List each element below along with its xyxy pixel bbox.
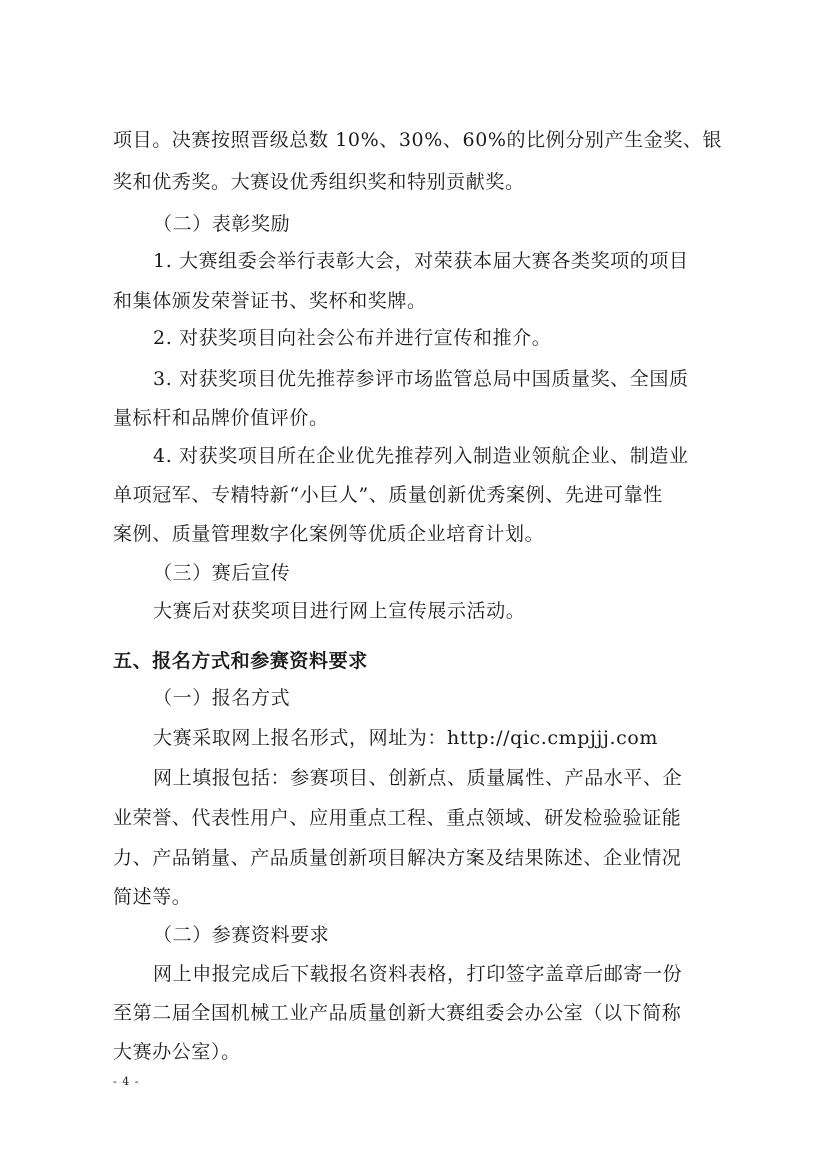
paragraph-materials-line-2: 至第二届全国机械工业产品质量创新大赛组委会办公室（以下简称 [113, 1002, 682, 1024]
paragraph-online-content-line-2: 业荣誉、代表性用户、应用重点工程、重点领域、研发检验验证能 [113, 807, 682, 829]
list-item-1-line-2: 和集体颁发荣誉证书、奖杯和奖牌。 [113, 290, 427, 312]
list-item-4-line-3: 案例、质量管理数字化案例等优质企业培育计划。 [113, 523, 545, 545]
list-item-3-line-2: 量标杆和品牌价值评价。 [113, 407, 329, 429]
paragraph-registration-url: 大赛采取网上报名形式，网址为：http://qic.cmpjjj.com [153, 727, 659, 749]
paragraph-line-award-types: 奖和优秀奖。大赛设优秀组织奖和特别贡献奖。 [113, 171, 525, 193]
paragraph-online-content-line-1: 网上填报包括：参赛项目、创新点、质量属性、产品水平、企 [153, 767, 683, 789]
list-item-1-line-1: 1. 大赛组委会举行表彰大会，对荣获本届大赛各类奖项的项目 [153, 250, 689, 272]
section-heading-commendation: （二）表彰奖励 [153, 213, 291, 235]
paragraph-line-award-ratio: 项目。决赛按照晋级总数 10%、30%、60%的比例分别产生金奖、银 [113, 129, 723, 151]
paragraph-publicity: 大赛后对获奖项目进行网上宣传展示活动。 [153, 600, 526, 622]
section-heading-registration-method: （一）报名方式 [153, 687, 291, 709]
paragraph-online-content-line-4: 简述等。 [113, 886, 192, 908]
section-heading-materials: （二）参赛资料要求 [153, 924, 330, 946]
list-item-3-line-1: 3. 对获奖项目优先推荐参评市场监管总局中国质量奖、全国质 [153, 368, 689, 390]
paragraph-online-content-line-3: 力、产品销量、产品质量创新项目解决方案及结果陈述、企业情况 [113, 847, 682, 869]
list-item-4-line-2: 单项冠军、专精特新“小巨人”、质量创新优秀案例、先进可靠性 [113, 484, 663, 506]
paragraph-materials-line-1: 网上申报完成后下载报名资料表格，打印签字盖章后邮寄一份 [153, 963, 683, 985]
paragraph-materials-line-3: 大赛办公室）。 [113, 1041, 241, 1063]
page-number: - 4 - [113, 1075, 140, 1088]
list-item-4-line-1: 4. 对获奖项目所在企业优先推荐列入制造业领航企业、制造业 [153, 445, 689, 467]
list-item-2: 2. 对获奖项目向社会公布并进行宣传和推介。 [153, 327, 552, 349]
section-heading-publicity: （三）赛后宣传 [153, 562, 291, 584]
chapter-heading-registration: 五、报名方式和参赛资料要求 [113, 650, 368, 672]
